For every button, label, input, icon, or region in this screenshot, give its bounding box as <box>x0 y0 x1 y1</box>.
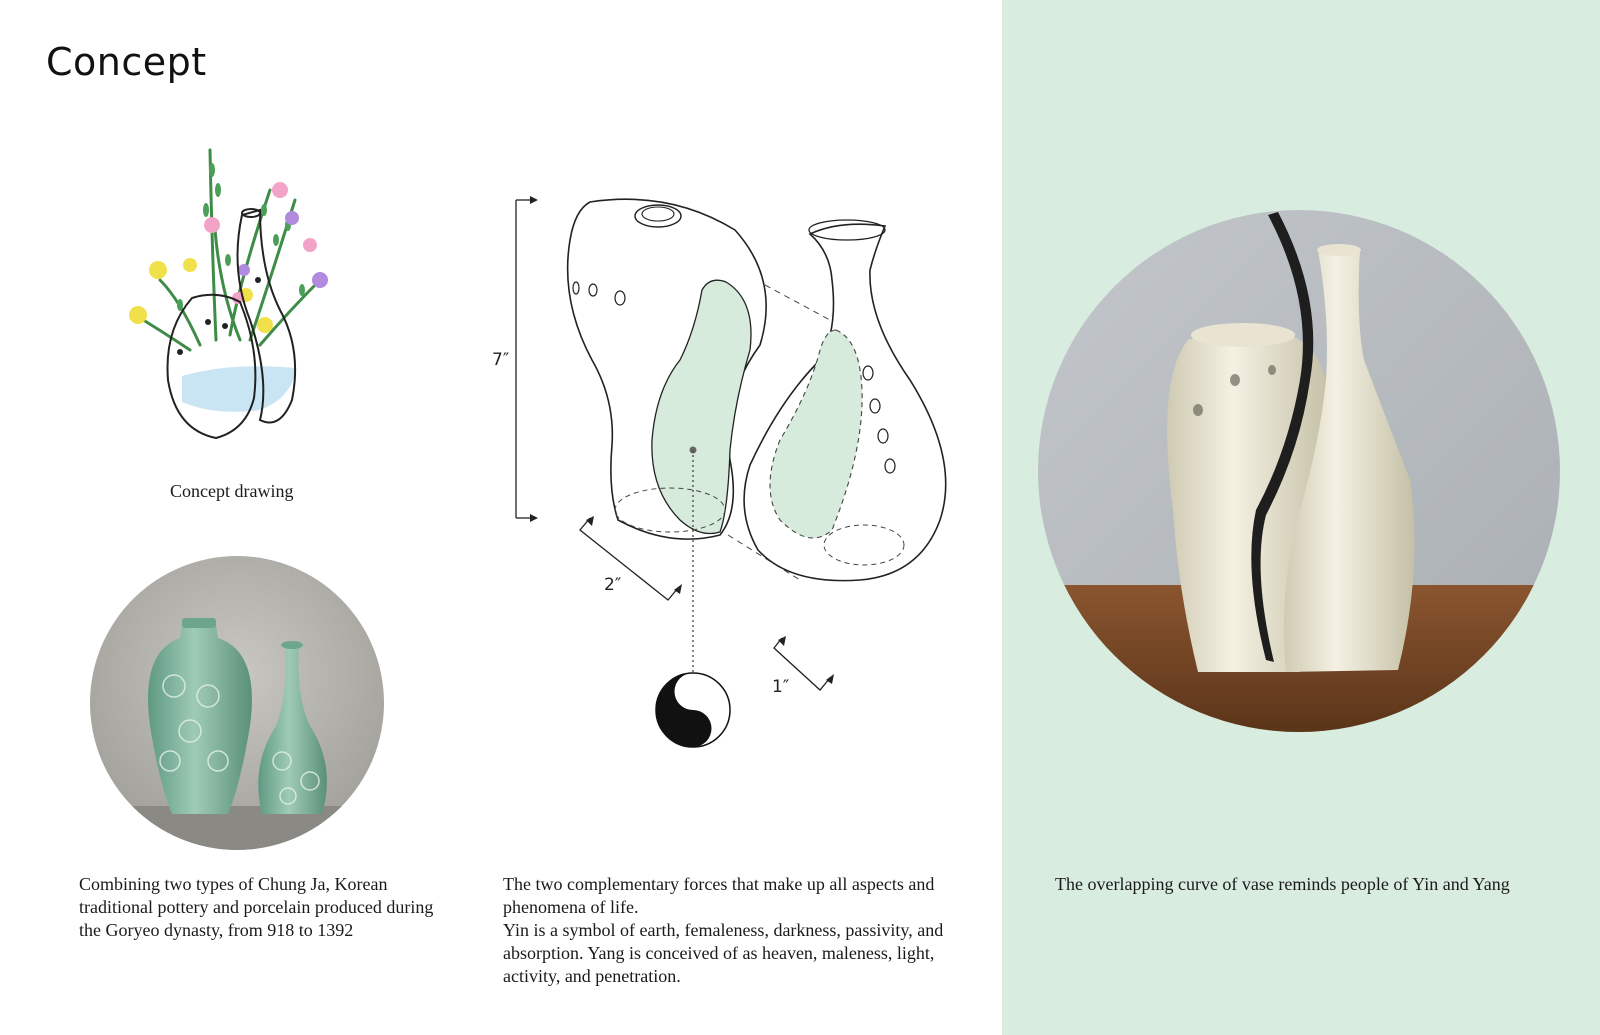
yin-yang-caption-line1: The two complementary forces that make up all aspects and phenomena of life. <box>503 874 935 917</box>
yin-yang-icon <box>656 673 730 747</box>
page-title: Concept <box>46 40 207 84</box>
yin-yang-caption-line2: Yin is a symbol of earth, femaleness, darkness, passivity, and absorption. Yang is conceived of as heaven, maleness, light, activity, and penetration. <box>503 920 944 986</box>
printed-vase-photo <box>1038 210 1560 732</box>
height-dimension-label: 7″ <box>492 350 510 370</box>
yin-yang-caption <box>503 873 963 988</box>
width-large-dimension-label: 2″ <box>604 575 622 595</box>
concept-drawing-sketch <box>120 130 350 460</box>
photo-caption: The overlapping curve of vase reminds people of Yin and Yang <box>1055 874 1510 894</box>
celadon-pottery-photo <box>90 556 384 850</box>
width-small-dimension-label: 1″ <box>772 677 790 697</box>
height-dimension-line <box>516 200 530 518</box>
concept-drawing-caption: Concept drawing <box>170 481 294 501</box>
pottery-caption: Combining two types of Chung Ja, Korean traditional pottery and porcelain produced during the Goryeo dynasty, from 918 to 1392 <box>79 874 434 940</box>
vase-dimension-diagram <box>480 190 980 770</box>
